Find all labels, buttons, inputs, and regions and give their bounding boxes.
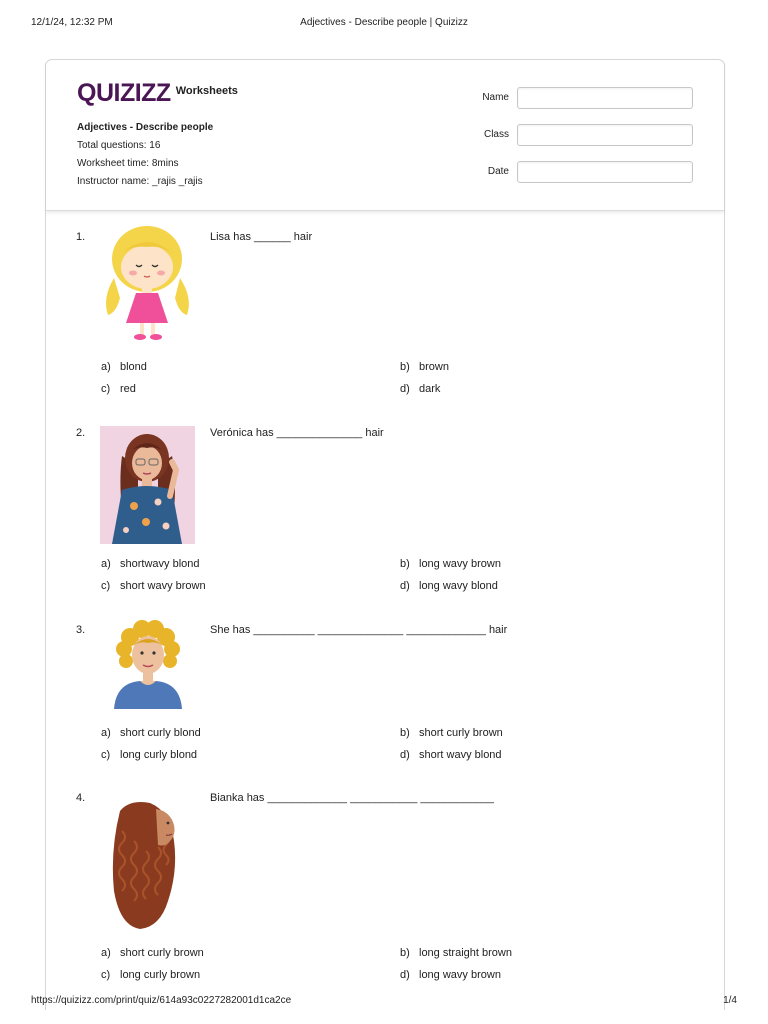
option-d[interactable] (400, 749, 502, 761)
option-letter: c) (101, 749, 111, 761)
option-text: short curly brown (419, 727, 503, 739)
option-b[interactable] (400, 947, 512, 959)
instructor-name: Instructor name: _rajis _rajis (77, 176, 203, 187)
question-text: Bianka has _____________ ___________ ____________ (210, 792, 494, 804)
option-letter: c) (101, 580, 111, 592)
option-letter: b) (400, 361, 410, 373)
question-text: Lisa has ______ hair (210, 231, 313, 243)
name-input[interactable] (517, 87, 693, 109)
option-letter: d) (400, 383, 410, 395)
option-letter: d) (400, 969, 410, 981)
date-field-row (446, 161, 722, 183)
option-b[interactable] (400, 361, 449, 373)
option-a[interactable] (101, 727, 201, 739)
option-d[interactable] (400, 969, 501, 981)
option-letter: a) (101, 361, 111, 373)
option-d[interactable] (400, 580, 498, 592)
girl-blond-pigtails-image (100, 223, 195, 345)
name-label: Name (482, 92, 509, 103)
woman-long-curly-brown-hair-image (100, 791, 195, 932)
option-b[interactable] (400, 727, 503, 739)
option-text: short curly brown (120, 947, 204, 959)
option-letter: b) (400, 558, 410, 570)
name-field-row (446, 87, 722, 109)
option-text: blond (120, 361, 147, 373)
option-text: long curly brown (120, 969, 201, 981)
print-url: https://quizizz.com/print/quiz/614a93c0227282001d1ca2ce (31, 995, 292, 1006)
date-input[interactable] (517, 161, 693, 183)
option-text: long wavy brown (419, 969, 501, 981)
option-text: long wavy brown (419, 558, 501, 570)
option-a[interactable] (101, 361, 147, 373)
option-text: dark (419, 383, 441, 395)
option-letter: a) (101, 947, 111, 959)
option-text: short curly blond (120, 727, 201, 739)
date-label: Date (487, 166, 509, 177)
option-c[interactable] (101, 383, 136, 395)
total-questions: Total questions: 16 (77, 140, 161, 151)
class-label: Class (483, 129, 509, 140)
option-letter: a) (101, 727, 111, 739)
option-letter: d) (400, 580, 410, 592)
option-c[interactable] (101, 749, 197, 761)
question-number: 3. (76, 624, 86, 636)
product-name: Worksheets (175, 85, 238, 97)
question-text: Verónica has ______________ hair (210, 427, 384, 439)
page-number: 1/4 (723, 995, 737, 1006)
question-text: She has __________ ______________ _____________ hair (210, 624, 508, 636)
woman-short-curly-blond-hair-image (100, 619, 195, 709)
question-number: 2. (76, 427, 86, 439)
option-text: long curly blond (120, 749, 198, 761)
option-letter: a) (101, 558, 111, 570)
option-c[interactable] (101, 969, 200, 981)
option-text: shortwavy blond (120, 558, 200, 570)
question-number: 1. (76, 231, 86, 243)
option-text: red (120, 383, 136, 395)
quiz-meta (77, 119, 213, 191)
worksheet-time: Worksheet time: 8mins (77, 158, 179, 169)
option-text: short wavy brown (120, 580, 206, 592)
option-letter: b) (400, 727, 410, 739)
option-c[interactable] (101, 580, 206, 592)
class-input[interactable] (517, 124, 693, 146)
option-text: brown (419, 361, 449, 373)
option-letter: d) (400, 749, 410, 761)
brand-name: QUIZIZZ (77, 79, 171, 107)
option-text: long wavy blond (419, 580, 498, 592)
option-text: short wavy blond (419, 749, 502, 761)
option-d[interactable] (400, 383, 440, 395)
question-number: 4. (76, 792, 86, 804)
option-letter: c) (101, 969, 111, 981)
quizizz-logo (77, 81, 238, 105)
option-text: long straight brown (419, 947, 512, 959)
print-timestamp: 12/1/24, 12:32 PM (31, 17, 113, 28)
woman-long-wavy-brown-hair-image (100, 426, 195, 544)
option-a[interactable] (101, 947, 204, 959)
quiz-title: Adjectives - Describe people (77, 122, 214, 133)
class-field-row (446, 124, 722, 146)
option-b[interactable] (400, 558, 501, 570)
option-letter: b) (400, 947, 410, 959)
option-letter: c) (101, 383, 111, 395)
worksheet-header (46, 60, 724, 211)
print-title: Adjectives - Describe people | Quizizz (300, 17, 468, 28)
option-a[interactable] (101, 558, 200, 570)
